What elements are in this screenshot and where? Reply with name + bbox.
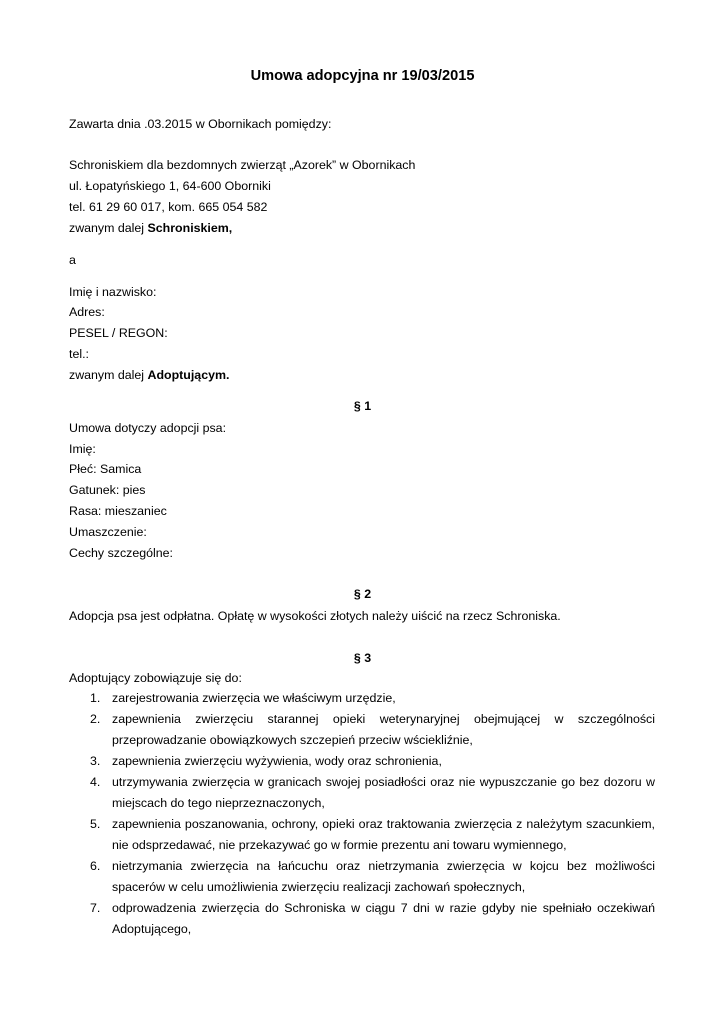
- obligation-item: [90, 856, 655, 898]
- dog-name-label: Imię:: [69, 442, 96, 456]
- adopter-called-name: Adoptującym.: [147, 368, 230, 382]
- section-2-heading: § 2: [353, 587, 372, 601]
- section-3-heading: § 3: [353, 651, 372, 665]
- obligation-text: zapewnienia zwierzęciu starannej opieki weterynaryjnej obejmującej w szczególności przeprowadzanie obowiązkowych szczepień przeciw wściekliźnie,: [112, 712, 655, 747]
- shelter-address: ul. Łopatyńskiego 1, 64-600 Oborniki: [69, 179, 271, 193]
- intro-line: Zawarta dnia .03.2015 w Obornikach pomiędzy:: [69, 117, 332, 131]
- obligation-number: 5.: [90, 817, 101, 831]
- obligation-number: 7.: [90, 901, 101, 915]
- shelter-phone: tel. 61 29 60 017, kom. 665 054 582: [69, 200, 268, 214]
- section-1-heading: § 1: [353, 399, 372, 413]
- obligation-number: 3.: [90, 754, 101, 768]
- dog-sex: Płeć: Samica: [69, 462, 142, 476]
- obligation-number: 6.: [90, 859, 101, 873]
- obligation-number: 1.: [90, 691, 101, 705]
- adopter-called: [69, 367, 229, 383]
- obligation-item: [90, 814, 655, 856]
- obligation-number: 2.: [90, 712, 101, 726]
- obligation-text: odprowadzenia zwierzęcia do Schroniska w ciągu 7 dni w razie gdyby nie spełniało oczekiwań Adoptującego,: [112, 901, 655, 936]
- dog-coat: Umaszczenie:: [69, 525, 147, 539]
- adopter-name-label: Imię i nazwisko:: [69, 285, 157, 299]
- section-3-intro: Adoptujący zobowiązuje się do:: [69, 671, 242, 685]
- dog-breed: Rasa: mieszaniec: [69, 504, 167, 518]
- adopter-address-label: Adres:: [69, 305, 105, 319]
- adopter-pesel-label: PESEL / REGON:: [69, 326, 168, 340]
- shelter-called-prefix: zwanym dalej: [69, 221, 148, 235]
- section-1-intro: Umowa dotyczy adopcji psa:: [69, 421, 227, 435]
- obligation-item: [90, 898, 655, 940]
- obligation-text: utrzymywania zwierzęcia w granicach swojej posiadłości oraz nie wypuszczanie go bez dozoru w miejscach do tego nieprzeznaczonych,: [112, 775, 655, 810]
- dog-species: Gatunek: pies: [69, 483, 146, 497]
- document-title: Umowa adopcyjna nr 19/03/2015: [250, 68, 475, 84]
- obligation-item: [90, 751, 655, 772]
- conjunction: a: [69, 253, 76, 267]
- obligation-text: zapewnienia poszanowania, ochrony, opieki oraz traktowania zwierzęcia z należytym szacunkiem, nie odsprzedawać, nie przekazywać go w formie prezentu ani towaru wymiennego,: [112, 817, 655, 852]
- adopter-called-prefix: zwanym dalej: [69, 368, 148, 382]
- shelter-called-name: Schroniskiem,: [147, 221, 233, 235]
- section-2-text: Adopcja psa jest odpłatna. Opłatę w wysokości złotych należy uiścić na rzecz Schroniska.: [69, 609, 561, 623]
- obligation-text: nietrzymania zwierzęcia na łańcuchu oraz nietrzymania zwierzęcia w kojcu bez możliwości spacerów w celu umożliwienia zwierzęciu realizacji zachowań społecznych,: [112, 859, 655, 894]
- dog-features: Cechy szczególne:: [69, 546, 173, 560]
- obligation-item: [90, 688, 655, 709]
- obligation-text: zapewnienia zwierzęciu wyżywienia, wody oraz schronienia,: [112, 754, 442, 768]
- obligation-item: [90, 709, 655, 751]
- obligation-text: zarejestrowania zwierzęcia we właściwym urzędzie,: [112, 691, 396, 705]
- shelter-called: [69, 220, 232, 236]
- adopter-phone-label: tel.:: [69, 347, 89, 361]
- obligation-item: [90, 772, 655, 814]
- obligation-number: 4.: [90, 775, 101, 789]
- shelter-name: Schroniskiem dla bezdomnych zwierząt „Azorek” w Obornikach: [69, 158, 416, 172]
